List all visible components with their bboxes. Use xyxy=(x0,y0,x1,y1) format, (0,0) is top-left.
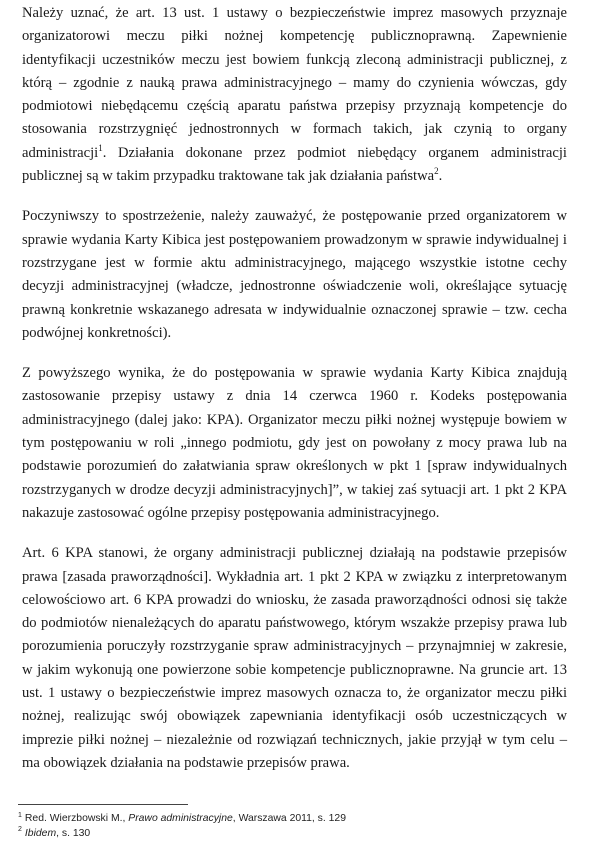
footnote-2-marker: 2 xyxy=(18,826,22,834)
paragraph-1-text-b: . Działania dokonane przez podmiot niebędący organem administracji publicznej są w takim przypadku traktowane tak jak działania państwa xyxy=(22,144,567,185)
footnote-ref-2: 2 xyxy=(434,166,439,177)
footnote-1-title: Prawo administracyjne xyxy=(128,813,233,824)
footnote-1-prefix: Red. Wierzbowski M., xyxy=(24,813,129,824)
footnote-divider xyxy=(18,804,188,805)
paragraph-1-text-c: . xyxy=(438,168,443,185)
footnote-1-marker: 1 xyxy=(18,811,22,819)
footnote-2-suffix: , s. 130 xyxy=(56,827,91,839)
paragraph-1-text-a: Należy uznać, że art. 13 ust. 1 ustawy o bezpieczeństwie imprez masowych przyznaje organizatorowi meczu piłki nożnej kompetencję publicznoprawną. Zapewnienie identyfikacji uczestników meczu jest bowiem funkcją zleconą administracji publicznej, z którą – zgodnie z nauką prawa administracyjnego – mamy do czynienia wówczas, gdy podmiotowi niebędącemu częścią aparatu państwa przepisy przyznają kompetencje do stosowania rozstrzygnięć jednostronnych w formach takich, jak czynią to organy administracji xyxy=(22,5,567,161)
paragraph-1 xyxy=(22,2,567,188)
footnote-1 xyxy=(18,812,578,827)
footnote-1-suffix: , Warszawa 2011, s. 129 xyxy=(232,813,346,824)
footnote-2 xyxy=(18,827,578,842)
paragraph-3: Z powyższego wynika, że do postępowania w sprawie wydania Karty Kibica znajdują zastosowanie przepisy ustawy z dnia 14 czerwca 1960 r. Kodeks postępowania administracyjnego (dalej jako: KPA). Organizator meczu piłki nożnej występuje bowiem w tym postępowaniu w roli „innego podmiotu, gdy jest on powołany z mocy prawa lub na podstawie porozumień do załatwiania spraw określonych w pkt 1 [spraw indywidualnych rozstrzyganych w drodze decyzji administracyjnych]”, w takiej zaś sytuacji art. 1 pkt 2 KPA nakazuje zastosować ogólne przepisy postępowania administracyjnego. xyxy=(22,365,567,521)
paragraph-2: Poczyniwszy to spostrzeżenie, należy zauważyć, że postępowanie przed organizatorem w sprawie wydania Karty Kibica jest postępowaniem prowadzonym w sprawie indywidualnej i rozstrzygane jest w formie aktu administracyjnego, mającego wszystkie istotne cechy decyzji administracyjnej (władcze, jednostronne oświadczenie woli, określające sytuację prawną konkretnie wskazanego adresata w indywidualnie oznaczonej sprawie – tzw. cecha podwójnej konkretności). xyxy=(22,208,567,341)
body-text xyxy=(22,2,567,792)
paragraph-4: Art. 6 KPA stanowi, że organy administracji publicznej działają na podstawie przepisów prawa [zasada praworządności]. Wykładnia art. 1 pkt 2 KPA w związku z interpretowanym celowościowo art. 6 KPA prowadzi do wniosku, że zasada praworządności odnosi się także do podmiotów nienależących do aparatu państwowego, którym wszakże przepisy prawa lub porozumienia poruczyły rozstrzyganie spraw administracyjnych – przynajmniej w zakresie, w jakim wykonują one powierzone sobie kompetencje publicznoprawne. Na gruncie art. 13 ust. 1 ustawy o bezpieczeństwie imprez masowych oznacza to, że organizator meczu piłki nożnej, realizując swój obowiązek zapewniania identyfikacji osób uczestniczących w imprezie piłki nożnej – niezależnie od rozwiązań technicznych, jakie przyjął w tym celu – ma obowiązek działania na podstawie przepisów prawa. xyxy=(22,545,567,771)
footnotes xyxy=(18,812,578,841)
footnote-2-title: Ibidem xyxy=(24,827,57,839)
footnote-ref-1: 1 xyxy=(98,142,103,153)
